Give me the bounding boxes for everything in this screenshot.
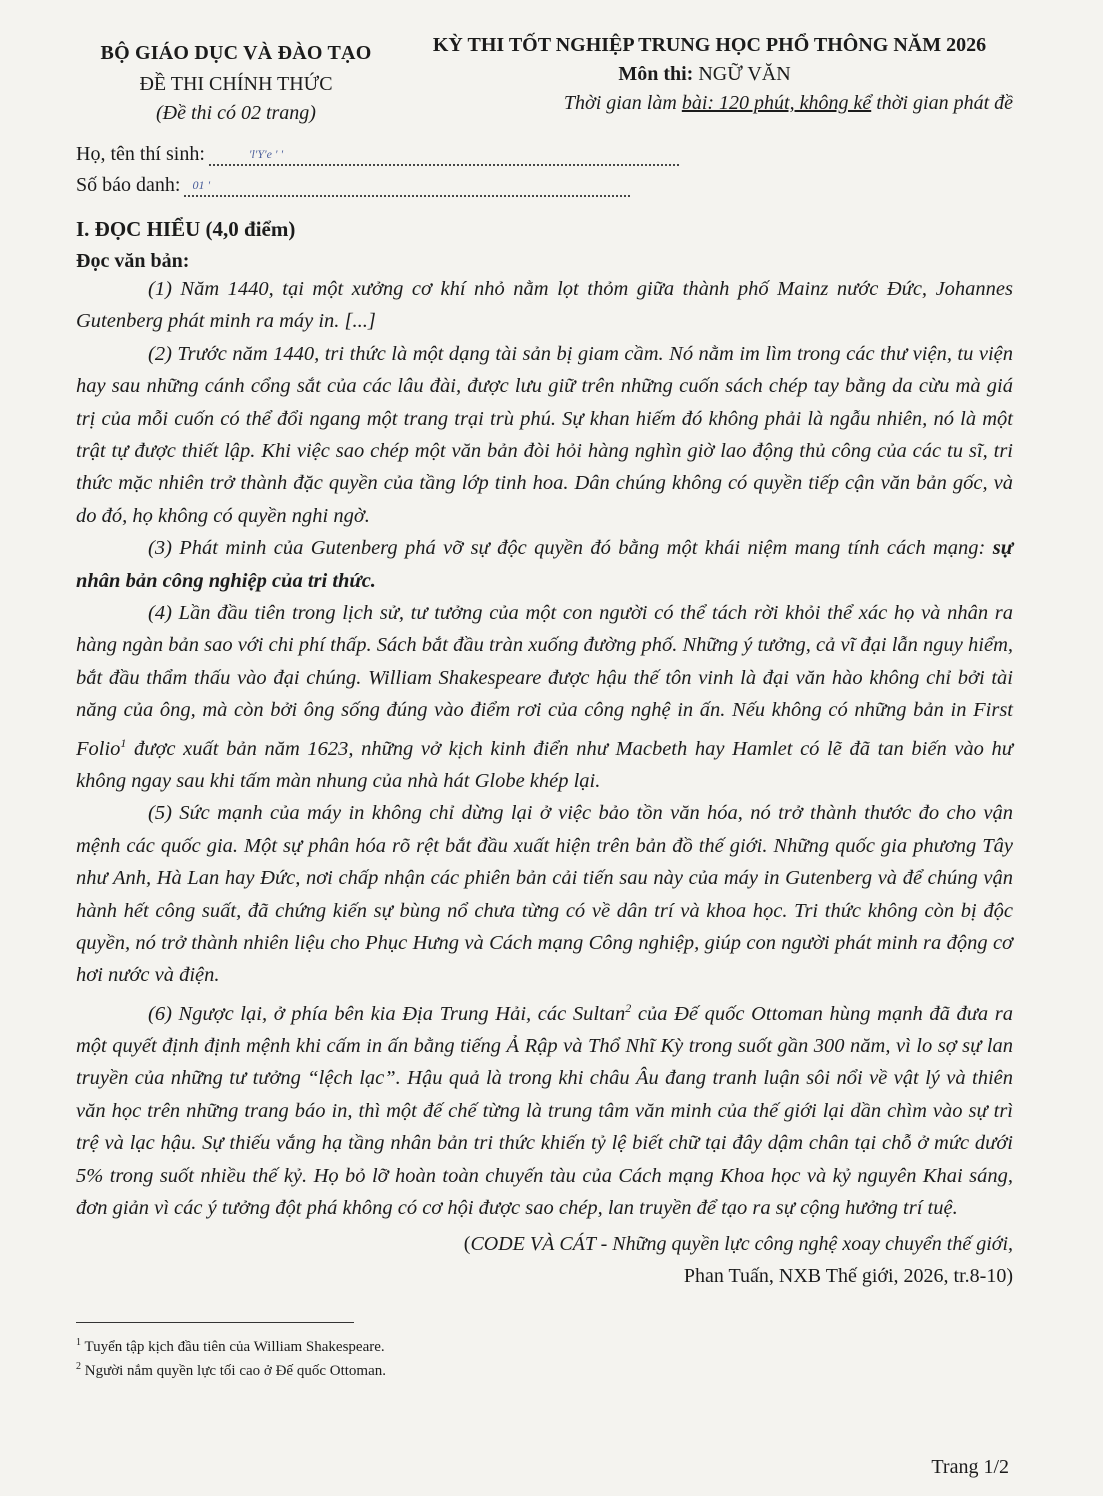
paragraph-6-part-a: (6) Ngược lại, ở phía bên kia Địa Trung Hải, các Sultan (148, 1002, 626, 1025)
candidate-id-scribble: 01 ' (192, 178, 211, 192)
paragraph-3-text: (3) Phát minh của Gutenberg phá vỡ sự độc quyền đó bằng một khái niệm mang tính cách mạng: (148, 537, 993, 560)
source-line-1 (76, 1228, 1013, 1260)
candidate-name-scribble: 'l'Y'e ' ' (248, 147, 284, 161)
footnote-2-number: 2 (76, 1361, 81, 1373)
candidate-id-label: Số báo danh: (76, 174, 181, 196)
candidate-name-field[interactable] (76, 143, 1013, 166)
duration-prefix: Thời gian làm (563, 92, 682, 114)
header-right (396, 34, 1013, 125)
paragraph-4-part-a: (4) Lần đầu tiên trong lịch sử, tư tưởng của một con người có thể tách rời khỏi thể xác họ và nhân ra hàng ngàn bản sao với chi phí thấp. Sách bắt đầu tràn xuống đường phố. Những ý tưởng, cả vĩ đại lẫn nguy hiểm, bắt đầu thẩm thấu vào đại chúng. William Shakespeare được hậu thế tôn vinh là đại văn hào không chỉ bởi tài năng của ông, mà còn bởi ông sống đúng vào điểm rơi của công nghệ in ấn. Nếu không có những bản in First Folio (76, 602, 1013, 760)
source-title: CODE VÀ CÁT - Những quyền lực công nghệ xoay chuyển thế giới, (470, 1233, 1013, 1256)
passage (76, 273, 1013, 1224)
paragraph-5: (5) Sức mạnh của máy in không chỉ dừng lại ở việc bảo tồn văn hóa, nó trở thành thước đo cho vận mệnh các quốc gia. Một sự phân hóa rõ rệt bắt đầu xuất hiện trên bản đồ thế giới. Những quốc gia phương Tây như Anh, Hà Lan hay Đức, nơi chấp nhận các phiên bản cải tiến sau này của máy in Gutenberg và để chúng vận hành hết công suất, đã chứng kiến sự bùng nổ chưa từng có về dân trí và khoa học. Tri thức không còn bị độc quyền, nó trở thành nhiên liệu cho Phục Hưng và Cách mạng Công nghiệp, giúp con người phát minh ra động cơ hơi nước và điện. (76, 802, 1013, 987)
source-citation (76, 1228, 1013, 1292)
subject-name: NGỮ VĂN (698, 63, 791, 85)
paragraph-3-bold: sự nhân bản công nghiệp của tri thức. (76, 537, 1013, 592)
subject-label: Môn thi: (618, 63, 694, 85)
paragraph-4-part-b: được xuất bản năm 1623, những vở kịch kinh điển như Macbeth hay Hamlet có lẽ đã tan biến vào hư không ngay sau khi tấm màn nhung của nhà hát Globe khép lại. (76, 737, 1013, 792)
duration-suffix: thời gian phát đề (871, 92, 1013, 114)
section-title: I. ĐỌC HIỂU (4,0 điểm) (76, 217, 296, 241)
footnote-1-number: 1 (76, 1337, 81, 1349)
candidate-id-line[interactable] (184, 179, 630, 197)
source-open-paren: ( (463, 1233, 471, 1256)
duration-line (396, 92, 1013, 115)
footnote-divider (76, 1322, 354, 1323)
read-label: Đọc văn bản: (76, 250, 190, 272)
footnote-ref-1: 1 (120, 735, 127, 750)
duration-underlined: bài: 120 phút, không kể (681, 92, 872, 114)
subject-line (396, 63, 1013, 86)
exam-title: KỲ THI TỐT NGHIỆP TRUNG HỌC PHỔ THÔNG NĂM 2026 (432, 34, 987, 56)
exam-header (76, 34, 1013, 125)
candidate-id-field[interactable] (76, 174, 1013, 197)
paragraph-2: (2) Trước năm 1440, tri thức là một dạng tài sản bị giam cầm. Nó nằm im lìm trong các thư viện, tu viện hay sau những cánh cổng sắt của các lâu đài, được lưu giữ trên những cuốn sách chép tay bằng da cừu mà giá trị của mỗi cuốn có thể đổi ngang một trang trại trù phú. Sự khan hiếm đó không phải là ngẫu nhiên, nó là một trật tự được thiết lập. Khi việc sao chép một văn bản đòi hỏi hàng nghìn giờ lao động thủ công của các tu sĩ, tri thức mặc nhiên trở thành đặc quyền của tầng lớp tinh hoa. Dân chúng không có quyền tiếp cận văn bản gốc, và do đó, họ không có quyền nghi ngờ. (76, 342, 1013, 527)
footnote-2-text: Người nắm quyền lực tối cao ở Đế quốc Ottoman. (81, 1363, 386, 1380)
candidate-name-line[interactable] (209, 148, 679, 166)
ministry-name: BỘ GIÁO DỤC VÀ ĐÀO TẠO (100, 42, 372, 64)
source-line-2: Phan Tuấn, NXB Thế giới, 2026, tr.8-10) (683, 1265, 1013, 1288)
page-number: Trang 1/2 (931, 1456, 1009, 1478)
pages-note: (Đề thi có 02 trang) (156, 102, 316, 124)
footnote-1-text: Tuyển tập kịch đầu tiên của William Shakespeare. (81, 1339, 385, 1356)
footnote-1 (76, 1333, 1013, 1357)
paragraph-3 (76, 532, 1013, 597)
official-label: ĐỀ THI CHÍNH THỨC (139, 73, 333, 95)
paragraph-6 (76, 992, 1013, 1225)
paragraph-6-part-b: của Đế quốc Ottoman hùng mạnh đã đưa ra một quyết định định mệnh khi cấm in ấn bằng tiếng Ả Rập và Thổ Nhĩ Kỳ trong suốt gần 300 năm, vì lo sợ sự lan truyền của những tư tưởng “lệch lạc”. Hậu quả là trong khi châu Âu đang tranh luận sôi nổi về vật lý và thiên văn học trên những trang báo in, thì một đế chế từng là trung tâm văn minh của thế giới lại dần chìm vào sự trì trệ và lạc hậu. Sự thiếu vắng hạ tầng nhân bản tri thức khiến tỷ lệ biết chữ tại đây dậm chân tại chỗ ở mức dưới 5% trong suốt nhiều thế kỷ. Họ bỏ lỡ hoàn toàn chuyến tàu của Cách mạng Khoa học và kỷ nguyên Khai sáng, đơn giản vì các ý tưởng đột phá không có cơ hội được sao chép, lan truyền để tạo ra sự cộng hưởng trí tuệ. (76, 1002, 1013, 1220)
footnote-2 (76, 1357, 1013, 1381)
paragraph-4 (76, 597, 1013, 797)
candidate-name-label: Họ, tên thí sinh: (76, 143, 205, 165)
paragraph-1: (1) Năm 1440, tại một xưởng cơ khí nhỏ nằm lọt thỏm giữa thành phố Mainz nước Đức, Johannes Gutenberg phát minh ra máy in. [...] (76, 278, 1013, 333)
footnote-ref-2: 2 (625, 1000, 632, 1015)
header-left (76, 34, 396, 125)
